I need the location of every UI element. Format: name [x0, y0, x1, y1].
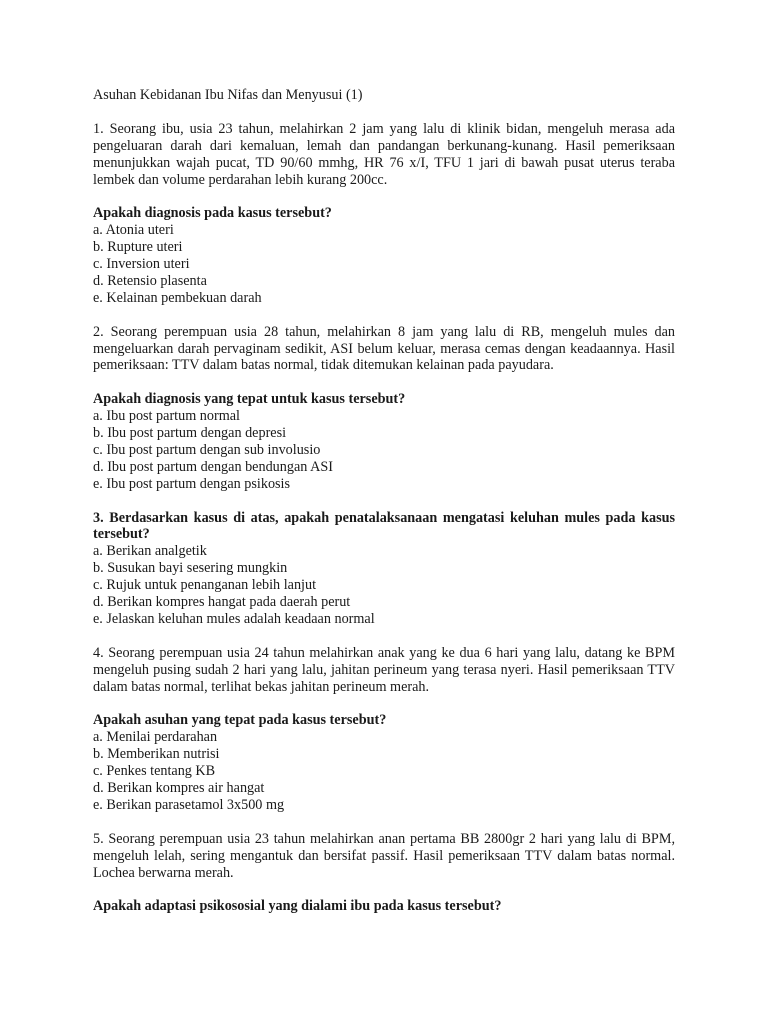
question-text-3: 3. Berdasarkan kasus di atas, apakah penatalaksanaan mengatasi keluhan mules pada kasus tersebut? [93, 509, 675, 543]
question-text-2: Apakah diagnosis yang tepat untuk kasus tersebut? [93, 391, 406, 408]
option-1d: d. Retensio plasenta [93, 272, 207, 289]
question-block-5 [93, 831, 675, 916]
case-text-2: 2. Seorang perempuan usia 28 tahun, melahirkan 8 jam yang lalu di RB, mengeluh mules dan mengeluarkan darah pervaginam sedikit, ASI belum keluar, merasa cemas dengan keadaannya. Hasil pemeriksaan: TTV dalam batas normal, tidak ditemukan kelainan pada payudara. [93, 323, 675, 374]
question-text-5: Apakah adaptasi psikososial yang dialami ibu pada kasus tersebut? [93, 898, 502, 915]
option-2c: c. Ibu post partum dengan sub involusio [93, 441, 321, 458]
case-text-4: 4. Seorang perempuan usia 24 tahun melahirkan anak yang ke dua 6 hari yang lalu, datang ke BPM mengeluh pusing sudah 2 hari yang lalu, jahitan perineum yang terasa nyeri. Hasil pemeriksaan TTV dalam batas normal, terlihat bekas jahitan perineum merah. [93, 644, 675, 695]
option-1e: e. Kelainan pembekuan darah [93, 289, 262, 306]
option-2a: a. Ibu post partum normal [93, 408, 240, 425]
question-text-1: Apakah diagnosis pada kasus tersebut? [93, 205, 332, 222]
question-text-4: Apakah asuhan yang tepat pada kasus tersebut? [93, 712, 387, 729]
option-3a: a. Berikan analgetik [93, 543, 207, 560]
option-4d: d. Berikan kompres air hangat [93, 780, 265, 797]
option-3e: e. Jelaskan keluhan mules adalah keadaan normal [93, 611, 375, 628]
document-title: Asuhan Kebidanan Ibu Nifas dan Menyusui (1) [93, 87, 363, 103]
option-2e: e. Ibu post partum dengan psikosis [93, 475, 291, 492]
case-text-1: 1. Seorang ibu, usia 23 tahun, melahirkan 2 jam yang lalu di klinik bidan, mengeluh merasa ada pengeluaran darah dari kemaluan, lemah dan pandangan berkunang-kunang. Hasil pemeriksaan menunjukkan wajah pucat, TD 90/60 mmhg, HR 76 x/I, TFU 1 jari di bawah pusat uterus teraba lembek dan volume perdarahan lebih kurang 200cc. [93, 120, 675, 188]
question-block-4 [93, 645, 675, 814]
option-2d: d. Ibu post partum dengan bendungan ASI [93, 458, 333, 475]
question-block-2 [93, 324, 675, 493]
document-body [93, 87, 675, 915]
option-3d: d. Berikan kompres hangat pada daerah perut [93, 594, 351, 611]
case-text-5: 5. Seorang perempuan usia 23 tahun melahirkan anan pertama BB 2800gr 2 hari yang lalu di BPM, mengeluh lelah, sering mengantuk dan bersifat passif. Hasil pemeriksaan TTV dalam batas normal. Lochea berwarna merah. [93, 830, 675, 881]
option-list-4 [93, 729, 675, 814]
question-block-3 [93, 510, 675, 628]
option-1c: c. Inversion uteri [93, 256, 190, 273]
option-list-3 [93, 543, 675, 628]
option-4a: a. Menilai perdarahan [93, 729, 218, 746]
option-4e: e. Berikan parasetamol 3x500 mg [93, 796, 285, 813]
option-1b: b. Rupture uteri [93, 239, 183, 256]
option-1a: a. Atonia uteri [93, 222, 174, 239]
option-3c: c. Rujuk untuk penanganan lebih lanjut [93, 577, 317, 594]
option-4c: c. Penkes tentang KB [93, 763, 216, 780]
option-list-1 [93, 222, 675, 307]
option-2b: b. Ibu post partum dengan depresi [93, 425, 287, 442]
option-3b: b. Susukan bayi sesering mungkin [93, 560, 288, 577]
option-4b: b. Memberikan nutrisi [93, 746, 220, 763]
question-block-1 [93, 121, 675, 307]
option-list-2 [93, 408, 675, 493]
